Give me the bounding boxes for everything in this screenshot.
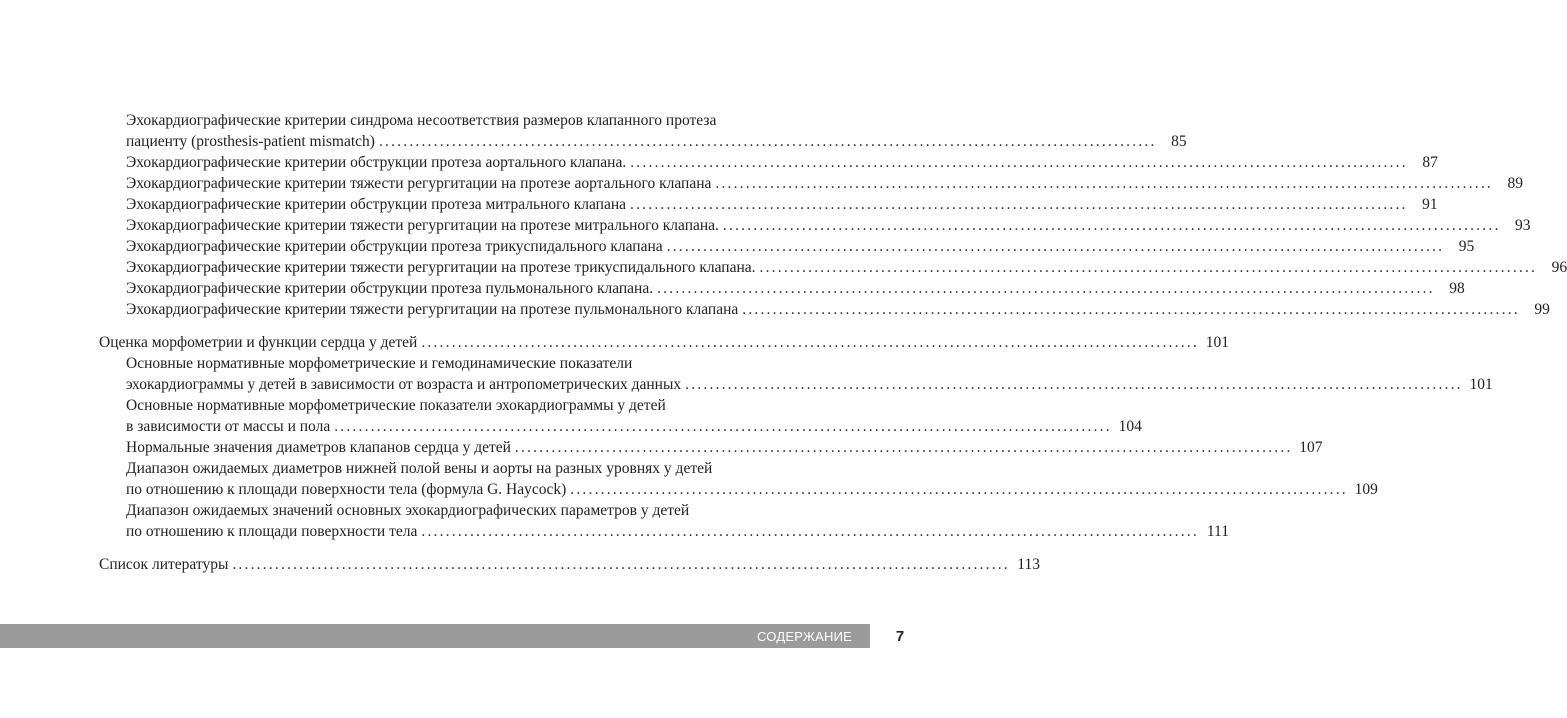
page-number: 101 — [1205, 334, 1229, 351]
page-number: 113 — [1017, 556, 1040, 573]
dot-leader: ................................................................................................................................ — [378, 133, 1157, 150]
toc-entry-tricuspid-obstruction[interactable]: Эхокардиографические критерии обструкции протеза трикуспидального клапана ................................................................................................................................ 95 — [126, 238, 1475, 255]
page-number: 101 — [1469, 376, 1493, 393]
dot-leader: ................................................................................................................................ — [742, 301, 1520, 318]
page-number: 95 — [1458, 238, 1475, 255]
toc-entry-pediatric-age[interactable]: эхокардиограммы у детей в зависимости от возраста и антропометрических данных ................................................................................................................................ 101 — [126, 376, 1493, 393]
page-number: 109 — [1354, 481, 1378, 498]
toc-entry-aortic-regurgitation[interactable]: Эхокардиографические критерии тяжести регургитации на протезе аортального клапана ................................................................................................................................ 89 — [126, 175, 1523, 192]
dot-leader: ................................................................................................................................ — [722, 217, 1501, 234]
page-number: 111 — [1206, 523, 1229, 540]
page-number: 104 — [1118, 418, 1142, 435]
toc-section-references[interactable]: Список литературы ................................................................................................................................ 113 — [99, 556, 1040, 573]
dot-leader: ................................................................................................................................ — [685, 376, 1463, 393]
dot-leader: ................................................................................................................................ — [759, 259, 1538, 276]
toc-entry-mitral-obstruction[interactable]: Эхокардиографические критерии обструкции протеза митрального клапана ................................................................................................................................ 91 — [126, 196, 1438, 213]
page-number: 93 — [1515, 217, 1531, 234]
page-number: 89 — [1507, 175, 1523, 192]
dot-leader: ................................................................................................................................ — [514, 439, 1293, 456]
dot-leader: ................................................................................................................................ — [570, 481, 1348, 498]
dot-leader: ................................................................................................................................ — [421, 523, 1199, 540]
toc-entry-tricuspid-regurgitation[interactable]: Эхокардиографические критерии тяжести регургитации на протезе трикуспидального клапана. ................................................................................................................................ 96 — [126, 259, 1567, 276]
footer-page-number: 7 — [895, 627, 905, 645]
section-label: СОДЕРЖАНИЕ — [756, 628, 852, 644]
toc-entry-vena-cava[interactable]: по отношению к площади поверхности тела (формула G. Haycock) ................................................................................................................................ 109 — [126, 481, 1378, 498]
toc-entry-prosthesis-mismatch-line1: Эхокардиографические критерии синдрома несоответствия размеров клапанного протеза — [126, 112, 717, 129]
page-number: 85 — [1171, 133, 1187, 150]
toc-entry-echo-parameters[interactable]: по отношению к площади поверхности тела ................................................................................................................................ 111 — [126, 523, 1229, 540]
page-number: 107 — [1299, 439, 1323, 456]
toc-section-pediatric[interactable]: Оценка морфометрии и функции сердца у детей ................................................................................................................................ 101 — [99, 334, 1229, 351]
toc-entry-echo-parameters-line1: Диапазон ожидаемых значений основных эхокардиографических параметров у детей — [126, 502, 690, 519]
toc-entry-aortic-obstruction[interactable]: Эхокардиографические критерии обструкции протеза аортального клапана. ................................................................................................................................ 87 — [126, 154, 1438, 171]
page-number: 98 — [1449, 280, 1465, 297]
dot-leader: ................................................................................................................................ — [630, 196, 1408, 213]
toc-entry-pediatric-mass[interactable]: в зависимости от массы и пола ................................................................................................................................ 104 — [126, 418, 1142, 435]
dot-leader: ................................................................................................................................ — [666, 238, 1445, 255]
toc-entry-pulmonary-regurgitation[interactable]: Эхокардиографические критерии тяжести регургитации на протезе пульмонального клапана ................................................................................................................................ 99 — [126, 301, 1550, 318]
table-of-contents — [99, 110, 1567, 575]
dot-leader: ................................................................................................................................ — [232, 556, 1010, 573]
page-number: 96 — [1551, 259, 1567, 276]
dot-leader: ................................................................................................................................ — [715, 175, 1493, 192]
footer-bar — [0, 624, 870, 648]
toc-entry-prosthesis-mismatch[interactable]: пациенту (prosthesis-patient mismatch) ................................................................................................................................ 85 — [126, 133, 1187, 150]
dot-leader: ................................................................................................................................ — [334, 418, 1112, 435]
toc-entry-pediatric-mass-line1: Основные нормативные морфометрические показатели эхокардиограммы у детей — [126, 397, 666, 414]
dot-leader: ................................................................................................................................ — [630, 154, 1408, 171]
page-number: 91 — [1422, 196, 1438, 213]
toc-entry-valve-diameters[interactable]: Нормальные значения диаметров клапанов сердца у детей ................................................................................................................................ 107 — [126, 439, 1323, 456]
toc-entry-vena-cava-line1: Диапазон ожидаемых диаметров нижней полой вены и аорты на разных уровнях у детей — [126, 460, 713, 477]
dot-leader: ................................................................................................................................ — [421, 334, 1199, 351]
toc-entry-pulmonary-obstruction[interactable]: Эхокардиографические критерии обструкции протеза пульмонального клапана. ................................................................................................................................ 98 — [126, 280, 1465, 297]
dot-leader: ................................................................................................................................ — [657, 280, 1435, 297]
page-number: 87 — [1422, 154, 1438, 171]
page-number: 99 — [1534, 301, 1550, 318]
toc-entry-mitral-regurgitation[interactable]: Эхокардиографические критерии тяжести регургитации на протезе митрального клапана. ................................................................................................................................ 93 — [126, 217, 1531, 234]
toc-entry-pediatric-age-line1: Основные нормативные морфометрические и гемодинамические показатели — [126, 355, 633, 372]
